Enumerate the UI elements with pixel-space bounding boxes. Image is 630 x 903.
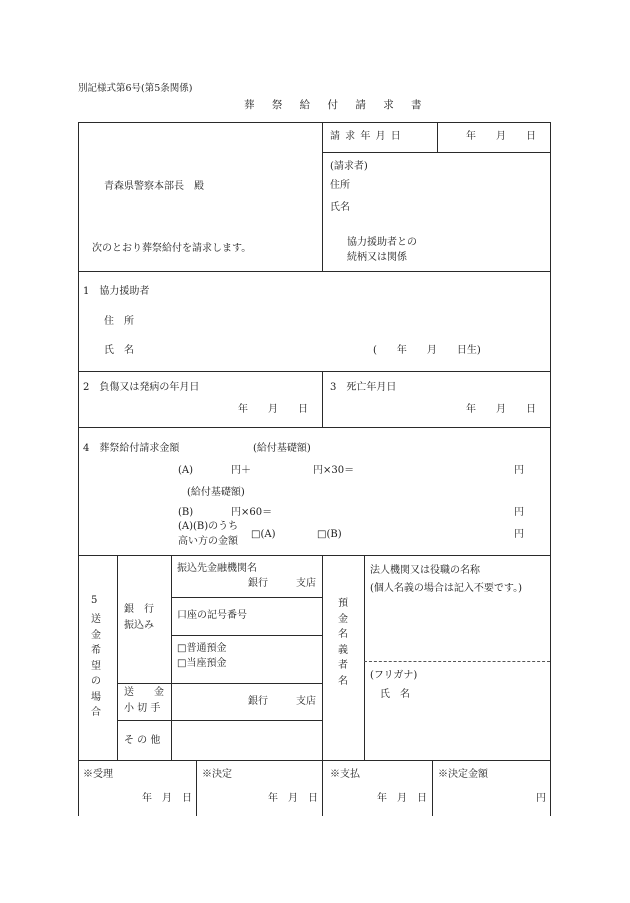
- amount-a-times30: 円×30＝: [313, 465, 355, 476]
- addressee: 青森県警察本部長 殿: [104, 181, 204, 192]
- claimant-label: (請求者): [330, 161, 368, 172]
- account-number-field[interactable]: 口座の記号番号: [177, 610, 247, 621]
- base-amount-label-2: (給付基礎額): [187, 487, 245, 498]
- received-date[interactable]: 年 月 日: [142, 793, 192, 804]
- paid-date[interactable]: 年 月 日: [377, 793, 427, 804]
- bank-transfer-label-1: 銀 行: [124, 604, 154, 615]
- section1-heading: 1 協力援助者: [83, 286, 150, 297]
- check-branch-label[interactable]: 支店: [296, 696, 316, 707]
- holder-name-label: 預金名義者名: [338, 598, 348, 687]
- relation-label-1: 協力援助者との: [347, 237, 417, 248]
- request-sentence: 次のとおり葬祭給付を請求します。: [92, 243, 252, 254]
- claimant-address-field[interactable]: 住所: [330, 180, 350, 191]
- current-deposit-checkbox[interactable]: □当座預金: [177, 658, 227, 669]
- decided-amount-label: ※決定金額: [438, 769, 488, 780]
- bank-transfer-label-2: 振込み: [124, 620, 154, 631]
- section1-birth-date[interactable]: ( 年 月 日生): [373, 345, 481, 356]
- section1-address-field[interactable]: 住 所: [104, 316, 134, 327]
- form-title: 葬 祭 給 付 請 求 書: [244, 99, 429, 111]
- section5-label: 送金希望の場合: [91, 614, 101, 718]
- remittance-check-label-2: 小 切 手: [124, 703, 161, 714]
- section3-date[interactable]: 年 月 日: [466, 404, 536, 415]
- amount-b-times60: 円×60＝: [231, 507, 273, 518]
- branch-label[interactable]: 支店: [296, 578, 316, 589]
- received-label: ※受理: [83, 769, 113, 780]
- ordinary-deposit-checkbox[interactable]: □普通預金: [177, 643, 227, 654]
- decided-amount-yen[interactable]: 円: [536, 793, 546, 804]
- decided-label: ※決定: [202, 769, 232, 780]
- section3-heading: 3 死亡年月日: [330, 382, 397, 393]
- paid-label: ※支払: [330, 769, 360, 780]
- bank-label[interactable]: 銀行: [248, 578, 268, 589]
- holder-name-field[interactable]: 氏 名: [380, 689, 410, 700]
- amount-a-label: (A): [178, 465, 194, 476]
- request-date-value[interactable]: 年 月 日: [466, 131, 536, 142]
- amount-a-yen-plus: 円＋: [231, 465, 251, 476]
- section2-heading: 2 負傷又は発病の年月日: [83, 382, 200, 393]
- amount-b-label: (B): [178, 507, 194, 518]
- section1-name-field[interactable]: 氏 名: [104, 345, 134, 356]
- higher-amount-label-2: 高い方の金額: [178, 536, 238, 547]
- decided-date[interactable]: 年 月 日: [268, 793, 318, 804]
- other-label: そ の 他: [124, 735, 161, 746]
- section5-number: 5: [91, 595, 98, 606]
- furigana-label: (フリガナ): [370, 670, 418, 681]
- check-bank-label[interactable]: 銀行: [248, 696, 268, 707]
- remittance-check-label-1: 送 金: [124, 687, 164, 698]
- section2-date[interactable]: 年 月 日: [238, 404, 308, 415]
- check-b-checkbox[interactable]: □(B): [317, 529, 342, 540]
- check-a-checkbox[interactable]: □(A): [251, 529, 276, 540]
- institution-label: 振込先金融機関名: [177, 563, 257, 574]
- corp-name-note: (個人名義の場合は記入不要です。): [370, 583, 523, 594]
- corp-name-label: 法人機関又は役職の名称: [370, 565, 480, 576]
- relation-label-2: 続柄又は関係: [347, 252, 407, 263]
- claimant-name-field[interactable]: 氏名: [330, 202, 350, 213]
- amount-b-yen: 円: [514, 507, 524, 518]
- request-date-label: 請 求 年 月 日: [330, 131, 402, 142]
- form-number: 別記様式第6号(第5条関係): [78, 83, 193, 94]
- amount-a-yen: 円: [514, 465, 524, 476]
- base-amount-label: (給付基礎額): [253, 443, 311, 454]
- section4-heading: 4 葬祭給付請求金額: [83, 443, 180, 454]
- higher-amount-yen: 円: [514, 529, 524, 540]
- higher-amount-label-1: (A)(B)のうち: [178, 521, 239, 532]
